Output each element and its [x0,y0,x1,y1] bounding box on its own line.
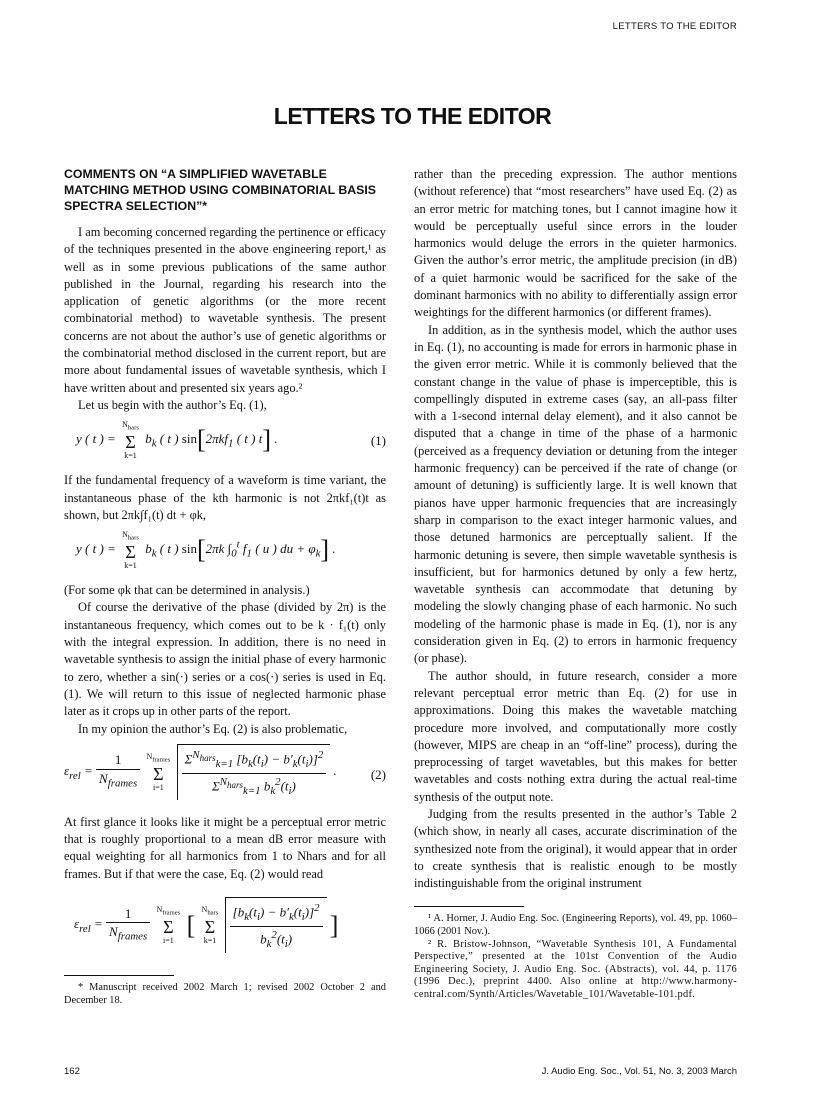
equation-phase: y ( t ) = $N_{hars}$ Σ k=1 $b_k$ ( t ) sin[2πk $\int_0^t$ $f_1$ ( u ) du + $\varphi_k$] . [76,530,336,570]
paragraph: If the fundamental frequency of a waveform is time variant, the instantaneous phase of the kth harmonic is not 2πkf₁(t)t as shown, but 2πk∫f₁(t) dt + φk, [64,473,386,522]
page-number: 162 [64,1066,80,1077]
equation-number: (1) [370,433,386,449]
left-column [64,166,386,1007]
paragraph: In addition, as in the synthesis model, which the author uses in Eq. (1), no accounting is made for errors in harmonic phase in the given error metric. While it is commonly believed that the constant change in the value of phase is imperceptible, this is compellingly disputed in extreme cases (say, an all-pass filter with a 1-second internal delay element), and it also cannot be disputed that a change in time of the phase of a harmonic (perceived as a frequency deviation or detuning from the integer harmonic frequency) can be perceived if the rate of change (or amount of detuning) is sufficiently large. It is well known that pianos have upper harmonic frequencies that are increasingly sharp in comparison to the exact integer harmonic values, and those detuned harmonics are perceptually salient. If the harmonic detuning is severe, then simple wavetable synthesis is insufficient, but for harmonics detuned by only a few hertz, wavetable synthesis can accommodate that detuning by modeling the slowly changing phase of each harmonic. No such modeling of the harmonic phase is made in Eq. (1), nor is any consideration given in Eq. (2) to errors in harmonic frequency (or phase). [414,322,737,666]
equation-3: $\varepsilon_{rel}$ = $\frac{1}{N_{frames}}$ $N_{frames}$ Σ i=1 [ $N_{hars}$ Σ k=1 $\frac{[b_k(t_i) - b'_k(t_i)]^2}{b_k^2(t_i)}$ ] [64,889,386,961]
paragraph: Let us begin with the author’s Eq. (1), [78,397,267,412]
equation-2: $\varepsilon_{rel}$ = $\frac{1}{N_{frames}}$ $N_{frames}$ Σ i=1 $\frac{\Sigma^{N_{hars}}_{k=1} [b_k(t_i) - b'_k(t_i)]^2}{\Sigma^{N_{hars}}_{k=1} b_k^2(t_i)}$ . (2) [64,744,386,806]
paragraph: I am becoming concerned regarding the pertinence or efficacy of the techniques presented in the above engineering report,¹ as well as in some previous publications of the same author published in the Journal, regarding his research into the application of genetic algorithms (or the more recent combinatorial method) to wavetable synthesis. The present concerns are not about the author’s use of genetic algorithms or the combinatorial method disclosed in the current report, but are more about fundamental issues of wavetable synthesis, which I have written about and presented six years ago.² [64,225,387,395]
paragraph: rather than the preceding expression. The author mentions (without reference) that “most researchers” have used Eq. (2) as an error metric for matching tones, but I cannot imagine how it would be perceptually useful since errors in the louder harmonics would deluge the errors in the quieter harmonics. Given the author’s error metric, the amplitude precision (in dB) of a quiet harmonic would be sacrificed for the sake of the dominant harmonics with no ability to differentially assign error weightings for the different harmonics (or different frames). [414,167,737,320]
page-title: LETTERS TO THE EDITOR [273,103,552,129]
footnote-divider [64,975,174,976]
equation-1: y ( t ) = $N_{hars}$ Σ k=1 $b_k$ ( t ) sin[2πkf$_1$ ( t ) t] . (1) [76,420,386,460]
paragraph: The author should, in future research, consider a more relevant perceptual error metric than Eq. (2) for use in approximations. Doing this makes the wavetable matching procedure more involved, and computationally more costly (however, MIPS are cheap in an “off-line” process), during the preprocessing of target wavetables, but this makes for better wavetables and costs nothing extra during the actual real-time synthesis of the output note. [414,668,737,804]
journal-citation: J. Audio Eng. Soc., Vol. 51, No. 3, 2003 March [541,1066,737,1077]
paragraph: (For some φk that can be determined in analysis.) [64,583,310,598]
footnote-2: ² R. Bristow-Johnson, “Wavetable Synthesis 101, A Fundamental Perspective,” presented at the 101st Convention of the Audio Engineering Society, J. Audio Eng. Soc. (Abstracts), vol. 44, p. 1176 (1996 Dec.), preprint 4400. Also online at http://www.harmony-central.com/Synth/Articles/Wavetable_101/Wavetable-101.pdf. [414,938,737,1001]
footnote-manuscript: * Manuscript received 2002 March 1; revised 2002 October 2 and December 18. [64,982,386,1006]
paragraph: Judging from the results presented in the author’s Table 2 (which show, in nearly all cases, accurate discrimination of the synthesized note from the original), it would appear that in order to create synthesis that is realistic enough to be mostly indistinguishable from the original instrument [414,806,737,891]
footnote-1: ¹ A. Horner, J. Audio Eng. Soc. (Engineering Reports), vol. 49, pp. 1060–1066 (2001 Nov.). [414,913,737,938]
paragraph: At first glance it looks like it might be a perceptual error metric that is roughly proportional to a mean dB error measure with equal weighting for all harmonics from 1 to Nhars and for all frames. But if that were the case, Eq. (2) would read [64,814,386,881]
paragraph: In my opinion the author’s Eq. (2) is also problematic, [78,721,348,736]
footnote-divider [414,906,524,907]
right-column [414,166,737,1002]
paragraph: Of course the derivative of the phase (divided by 2π) is the instantaneous frequency, which comes out to be k · f₁(t) only with the integral expression. In addition, there is no need in wavetable synthesis to assign the initial phase of every harmonic to zero, whether a sin(·) series or a cos(·) series is used in Eq. (1). We will return to this issue of neglected harmonic phase later as it crops up in other parts of the report. [64,600,386,719]
equation-number: (2) [370,766,386,782]
article-title: COMMENTS ON “A SIMPLIFIED WAVETABLE MATCHING METHOD USING COMBINATORIAL BASIS SPECTRA SELECTION”* [64,167,376,213]
running-head: LETTERS TO THE EDITOR [612,21,737,32]
